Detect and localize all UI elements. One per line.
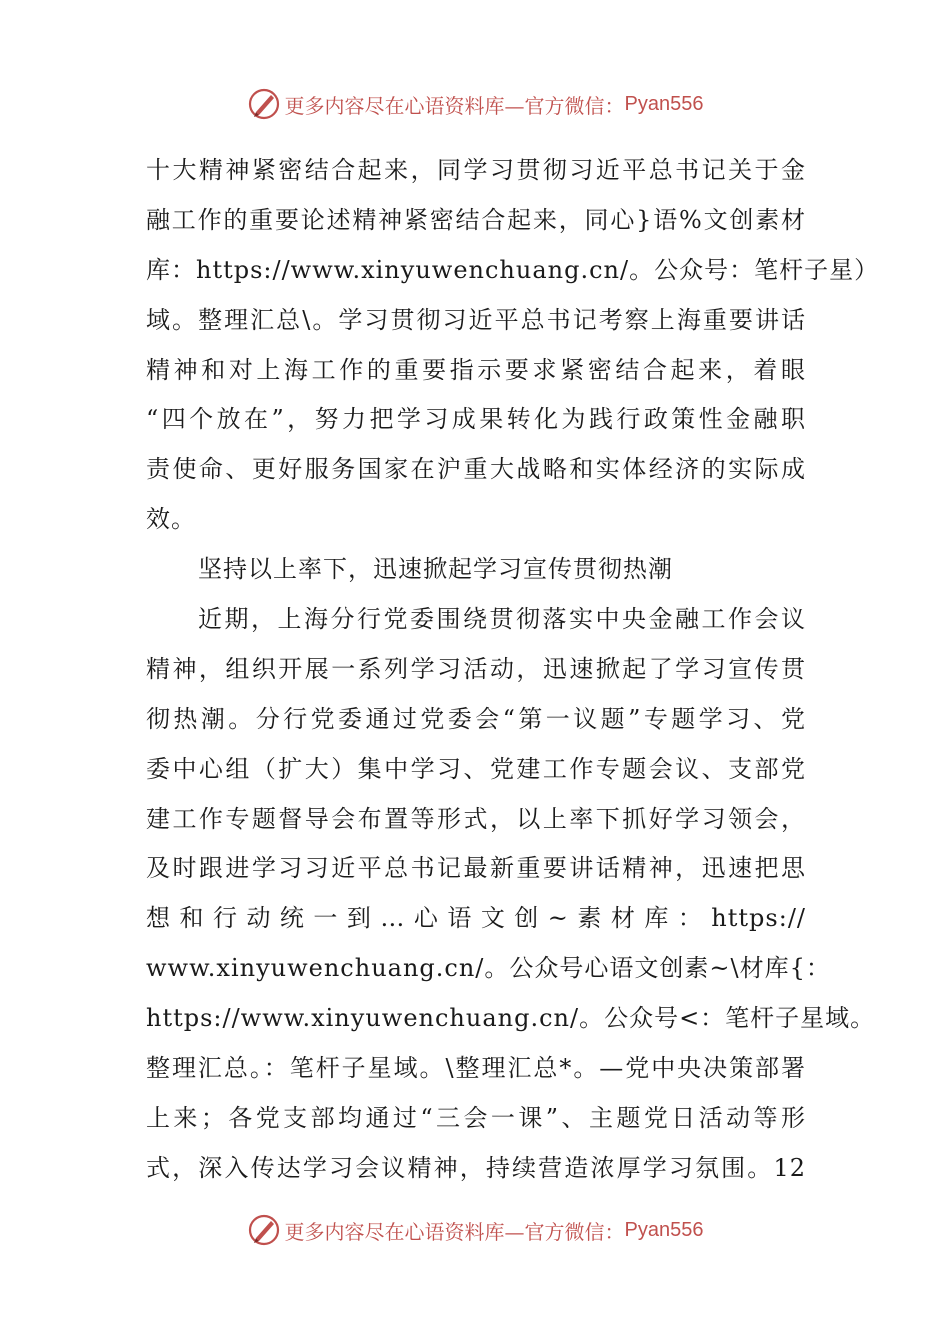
text-line: 建工作专题督导会布置等形式，以上率下抓好学习领会， — [146, 804, 806, 833]
text-line: 责使命、更好服务国家在沪重大战略和实体经济的实际成 — [146, 455, 806, 484]
header-banner-title: 更多内容尽在心语资料库—官方微信： — [284, 93, 625, 118]
text-line: “四个放在”，努力把学习成果转化为践行政策性金融职 — [146, 405, 806, 434]
footer-banner-account: Pyan556 — [624, 1218, 704, 1241]
text-line: www.xinyuwenchuang.cn/。公众号心语文创素~\材库{： — [146, 954, 831, 983]
footer-banner-title: 更多内容尽在心语资料库—官方微信： — [284, 1219, 625, 1244]
document-body — [146, 146, 880, 1194]
header-banner-account: Pyan556 — [624, 92, 704, 115]
text-line: 融工作的重要论述精神紧密结合起来，同心}语%文创素材 — [146, 205, 806, 234]
text-line: 及时跟进学习习近平总书记最新重要讲话精神，迅速把思 — [146, 854, 806, 883]
text-line: 想和行动统一到…心语文创~素材库：https:// — [146, 904, 806, 933]
text-line: 库：https://www.xinyuwenchuang.cn/。公众号：笔杆子星） — [146, 255, 880, 284]
text-line: 整理汇总。：笔杆子星域。\整理汇总*。—党中央决策部署 — [146, 1054, 806, 1083]
text-line: 十大精神紧密结合起来，同学习贯彻习近平总书记关于金 — [146, 156, 806, 184]
text-line: https://www.xinyuwenchuang.cn/。公众号<：笔杆子星域。 — [146, 1004, 876, 1033]
text-line: 精神，组织开展一系列学习活动，迅速掀起了学习宣传贯 — [146, 654, 806, 683]
section-heading: 坚持以上率下，迅速掀起学习宣传贯彻热潮 — [198, 555, 673, 584]
text-line: 上来；各党支部均通过“三会一课”、主题党日活动等形 — [146, 1103, 806, 1132]
pen-logo-icon — [247, 87, 281, 121]
text-line: 精神和对上海工作的重要指示要求紧密结合起来，着眼 — [146, 355, 806, 384]
text-line: 近期，上海分行党委围绕贯彻落实中央金融工作会议 — [198, 605, 806, 634]
text-line: 式，深入传达学习会议精神，持续营造浓厚学习氛围。12 — [146, 1153, 806, 1182]
pen-logo-icon — [247, 1213, 281, 1247]
text-line: 委中心组（扩大）集中学习、党建工作专题会议、支部党 — [146, 754, 806, 783]
text-line: 彻热潮。分行党委通过党委会“第一议题”专题学习、党 — [146, 704, 806, 733]
text-line: 效。 — [146, 505, 196, 534]
text-line: 域。整理汇总\。学习贯彻习近平总书记考察上海重要讲话 — [146, 305, 806, 334]
header-banner — [0, 84, 950, 124]
footer-banner — [0, 1210, 950, 1250]
